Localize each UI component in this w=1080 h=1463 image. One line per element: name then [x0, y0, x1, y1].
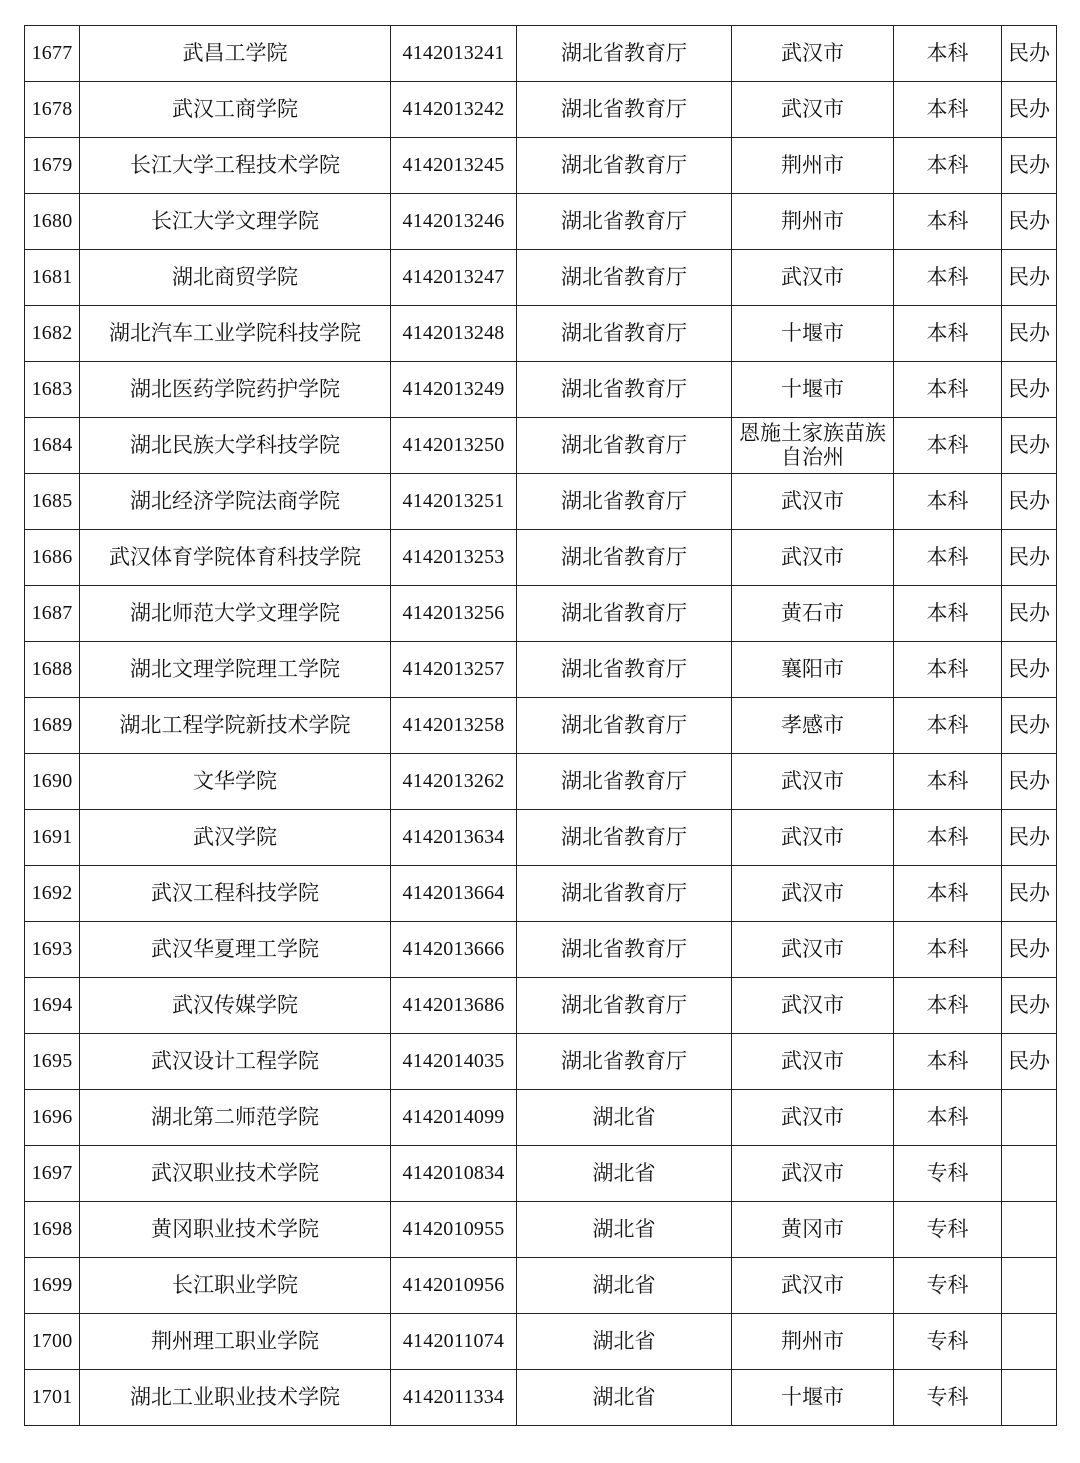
- university-name-cell: 武汉工程科技学院: [80, 866, 391, 922]
- supervising-department-cell: 湖北省: [517, 1146, 732, 1202]
- supervising-department-cell: 湖北省: [517, 1258, 732, 1314]
- city-cell: 十堰市: [732, 1370, 894, 1426]
- ownership-type-cell: 民办: [1002, 26, 1057, 82]
- row-index-cell: 1682: [25, 306, 80, 362]
- education-level-cell: 本科: [894, 362, 1002, 418]
- university-name-cell: 湖北文理学院理工学院: [80, 642, 391, 698]
- row-index-cell: 1679: [25, 138, 80, 194]
- table-row: [25, 474, 1057, 530]
- supervising-department-cell: 湖北省教育厅: [517, 642, 732, 698]
- institution-code-cell: 4142010956: [391, 1258, 517, 1314]
- institution-code-cell: 4142013250: [391, 418, 517, 474]
- table-row: [25, 1146, 1057, 1202]
- institution-code-cell: 4142013257: [391, 642, 517, 698]
- city-cell: 荆州市: [732, 138, 894, 194]
- city-cell: 武汉市: [732, 250, 894, 306]
- supervising-department-cell: 湖北省教育厅: [517, 698, 732, 754]
- supervising-department-cell: 湖北省教育厅: [517, 138, 732, 194]
- city-cell: 武汉市: [732, 474, 894, 530]
- city-cell: 武汉市: [732, 754, 894, 810]
- university-name-cell: 黄冈职业技术学院: [80, 1202, 391, 1258]
- supervising-department-cell: 湖北省教育厅: [517, 810, 732, 866]
- ownership-type-cell: 民办: [1002, 586, 1057, 642]
- education-level-cell: 本科: [894, 754, 1002, 810]
- row-index-cell: 1692: [25, 866, 80, 922]
- city-cell: 武汉市: [732, 810, 894, 866]
- ownership-type-cell: 民办: [1002, 978, 1057, 1034]
- institution-code-cell: 4142014035: [391, 1034, 517, 1090]
- university-name-cell: 武汉体育学院体育科技学院: [80, 530, 391, 586]
- university-name-cell: 湖北商贸学院: [80, 250, 391, 306]
- supervising-department-cell: 湖北省: [517, 1370, 732, 1426]
- supervising-department-cell: 湖北省教育厅: [517, 586, 732, 642]
- city-cell: 武汉市: [732, 82, 894, 138]
- university-name-cell: 武汉工商学院: [80, 82, 391, 138]
- ownership-type-cell: 民办: [1002, 362, 1057, 418]
- education-level-cell: 本科: [894, 1090, 1002, 1146]
- table-row: [25, 810, 1057, 866]
- table-row: [25, 1034, 1057, 1090]
- education-level-cell: 专科: [894, 1202, 1002, 1258]
- city-cell: 十堰市: [732, 306, 894, 362]
- institution-code-cell: 4142010955: [391, 1202, 517, 1258]
- supervising-department-cell: 湖北省教育厅: [517, 194, 732, 250]
- ownership-type-cell: [1002, 1202, 1057, 1258]
- university-name-cell: 长江职业学院: [80, 1258, 391, 1314]
- education-level-cell: 本科: [894, 698, 1002, 754]
- university-name-cell: 湖北汽车工业学院科技学院: [80, 306, 391, 362]
- city-cell: 荆州市: [732, 194, 894, 250]
- table-row: [25, 1314, 1057, 1370]
- university-name-cell: 湖北经济学院法商学院: [80, 474, 391, 530]
- ownership-type-cell: 民办: [1002, 474, 1057, 530]
- education-level-cell: 本科: [894, 194, 1002, 250]
- university-name-cell: 湖北工程学院新技术学院: [80, 698, 391, 754]
- city-cell: 黄石市: [732, 586, 894, 642]
- university-name-cell: 武汉传媒学院: [80, 978, 391, 1034]
- city-cell: 孝感市: [732, 698, 894, 754]
- table-row: [25, 586, 1057, 642]
- table-row: [25, 362, 1057, 418]
- table-row: [25, 922, 1057, 978]
- education-level-cell: 本科: [894, 474, 1002, 530]
- institution-code-cell: 4142013256: [391, 586, 517, 642]
- table-row: [25, 1370, 1057, 1426]
- university-name-cell: 长江大学工程技术学院: [80, 138, 391, 194]
- supervising-department-cell: 湖北省教育厅: [517, 754, 732, 810]
- city-cell: 黄冈市: [732, 1202, 894, 1258]
- ownership-type-cell: [1002, 1258, 1057, 1314]
- education-level-cell: 本科: [894, 530, 1002, 586]
- table-row: [25, 138, 1057, 194]
- institution-code-cell: 4142013666: [391, 922, 517, 978]
- table-row: [25, 530, 1057, 586]
- education-level-cell: 本科: [894, 306, 1002, 362]
- institution-code-cell: 4142010834: [391, 1146, 517, 1202]
- ownership-type-cell: 民办: [1002, 82, 1057, 138]
- table-row: [25, 642, 1057, 698]
- city-cell: 武汉市: [732, 978, 894, 1034]
- city-cell: 武汉市: [732, 1090, 894, 1146]
- row-index-cell: 1701: [25, 1370, 80, 1426]
- education-level-cell: 本科: [894, 922, 1002, 978]
- city-cell: 武汉市: [732, 530, 894, 586]
- institution-code-cell: 4142013251: [391, 474, 517, 530]
- row-index-cell: 1699: [25, 1258, 80, 1314]
- row-index-cell: 1688: [25, 642, 80, 698]
- table-row: [25, 306, 1057, 362]
- table-row: [25, 1202, 1057, 1258]
- institution-code-cell: 4142011074: [391, 1314, 517, 1370]
- institution-code-cell: 4142013241: [391, 26, 517, 82]
- institution-code-cell: 4142013247: [391, 250, 517, 306]
- education-level-cell: 专科: [894, 1370, 1002, 1426]
- education-level-cell: 专科: [894, 1146, 1002, 1202]
- row-index-cell: 1678: [25, 82, 80, 138]
- row-index-cell: 1687: [25, 586, 80, 642]
- university-name-cell: 湖北师范大学文理学院: [80, 586, 391, 642]
- ownership-type-cell: 民办: [1002, 642, 1057, 698]
- ownership-type-cell: 民办: [1002, 810, 1057, 866]
- table-row: [25, 26, 1057, 82]
- education-level-cell: 本科: [894, 418, 1002, 474]
- education-level-cell: 本科: [894, 586, 1002, 642]
- supervising-department-cell: 湖北省教育厅: [517, 922, 732, 978]
- university-name-cell: 武汉学院: [80, 810, 391, 866]
- ownership-type-cell: 民办: [1002, 754, 1057, 810]
- education-level-cell: 本科: [894, 26, 1002, 82]
- education-level-cell: 本科: [894, 1034, 1002, 1090]
- institution-code-cell: 4142013253: [391, 530, 517, 586]
- supervising-department-cell: 湖北省教育厅: [517, 866, 732, 922]
- ownership-type-cell: 民办: [1002, 698, 1057, 754]
- institution-code-cell: 4142013245: [391, 138, 517, 194]
- universities-table: [24, 25, 1057, 1426]
- row-index-cell: 1696: [25, 1090, 80, 1146]
- ownership-type-cell: [1002, 1370, 1057, 1426]
- row-index-cell: 1694: [25, 978, 80, 1034]
- city-cell: 武汉市: [732, 1146, 894, 1202]
- city-cell: 武汉市: [732, 1258, 894, 1314]
- row-index-cell: 1684: [25, 418, 80, 474]
- row-index-cell: 1681: [25, 250, 80, 306]
- supervising-department-cell: 湖北省: [517, 1202, 732, 1258]
- table-row: [25, 866, 1057, 922]
- city-cell: 荆州市: [732, 1314, 894, 1370]
- row-index-cell: 1683: [25, 362, 80, 418]
- education-level-cell: 本科: [894, 82, 1002, 138]
- institution-code-cell: 4142013262: [391, 754, 517, 810]
- city-cell: 恩施土家族苗族自治州: [732, 418, 894, 474]
- education-level-cell: 本科: [894, 250, 1002, 306]
- ownership-type-cell: 民办: [1002, 250, 1057, 306]
- institution-code-cell: 4142014099: [391, 1090, 517, 1146]
- table-row: [25, 1258, 1057, 1314]
- city-cell: 襄阳市: [732, 642, 894, 698]
- row-index-cell: 1697: [25, 1146, 80, 1202]
- ownership-type-cell: 民办: [1002, 530, 1057, 586]
- university-name-cell: 湖北工业职业技术学院: [80, 1370, 391, 1426]
- ownership-type-cell: 民办: [1002, 194, 1057, 250]
- education-level-cell: 专科: [894, 1258, 1002, 1314]
- city-cell: 武汉市: [732, 866, 894, 922]
- ownership-type-cell: 民办: [1002, 866, 1057, 922]
- table-row: [25, 250, 1057, 306]
- ownership-type-cell: 民办: [1002, 138, 1057, 194]
- city-cell: 武汉市: [732, 26, 894, 82]
- row-index-cell: 1677: [25, 26, 80, 82]
- supervising-department-cell: 湖北省: [517, 1314, 732, 1370]
- row-index-cell: 1686: [25, 530, 80, 586]
- education-level-cell: 本科: [894, 978, 1002, 1034]
- supervising-department-cell: 湖北省教育厅: [517, 306, 732, 362]
- table-row: [25, 754, 1057, 810]
- university-name-cell: 长江大学文理学院: [80, 194, 391, 250]
- institution-code-cell: 4142013634: [391, 810, 517, 866]
- ownership-type-cell: [1002, 1146, 1057, 1202]
- education-level-cell: 本科: [894, 138, 1002, 194]
- supervising-department-cell: 湖北省教育厅: [517, 82, 732, 138]
- ownership-type-cell: 民办: [1002, 418, 1057, 474]
- row-index-cell: 1690: [25, 754, 80, 810]
- supervising-department-cell: 湖北省教育厅: [517, 474, 732, 530]
- education-level-cell: 本科: [894, 810, 1002, 866]
- university-name-cell: 武昌工学院: [80, 26, 391, 82]
- table-row: [25, 418, 1057, 474]
- table-row: [25, 978, 1057, 1034]
- row-index-cell: 1693: [25, 922, 80, 978]
- supervising-department-cell: 湖北省教育厅: [517, 362, 732, 418]
- university-name-cell: 文华学院: [80, 754, 391, 810]
- institution-code-cell: 4142011334: [391, 1370, 517, 1426]
- city-cell: 武汉市: [732, 922, 894, 978]
- row-index-cell: 1685: [25, 474, 80, 530]
- supervising-department-cell: 湖北省教育厅: [517, 1034, 732, 1090]
- supervising-department-cell: 湖北省教育厅: [517, 250, 732, 306]
- supervising-department-cell: 湖北省教育厅: [517, 418, 732, 474]
- ownership-type-cell: 民办: [1002, 306, 1057, 362]
- university-name-cell: 武汉设计工程学院: [80, 1034, 391, 1090]
- institution-code-cell: 4142013249: [391, 362, 517, 418]
- ownership-type-cell: 民办: [1002, 1034, 1057, 1090]
- institution-code-cell: 4142013248: [391, 306, 517, 362]
- university-name-cell: 湖北第二师范学院: [80, 1090, 391, 1146]
- university-name-cell: 荆州理工职业学院: [80, 1314, 391, 1370]
- table-row: [25, 698, 1057, 754]
- education-level-cell: 本科: [894, 642, 1002, 698]
- city-cell: 十堰市: [732, 362, 894, 418]
- row-index-cell: 1689: [25, 698, 80, 754]
- city-cell: 武汉市: [732, 1034, 894, 1090]
- table-row: [25, 1090, 1057, 1146]
- university-name-cell: 武汉华夏理工学院: [80, 922, 391, 978]
- supervising-department-cell: 湖北省教育厅: [517, 978, 732, 1034]
- table-row: [25, 194, 1057, 250]
- row-index-cell: 1698: [25, 1202, 80, 1258]
- row-index-cell: 1680: [25, 194, 80, 250]
- ownership-type-cell: [1002, 1314, 1057, 1370]
- education-level-cell: 专科: [894, 1314, 1002, 1370]
- supervising-department-cell: 湖北省教育厅: [517, 530, 732, 586]
- university-name-cell: 湖北医药学院药护学院: [80, 362, 391, 418]
- education-level-cell: 本科: [894, 866, 1002, 922]
- row-index-cell: 1700: [25, 1314, 80, 1370]
- row-index-cell: 1695: [25, 1034, 80, 1090]
- supervising-department-cell: 湖北省: [517, 1090, 732, 1146]
- table-row: [25, 82, 1057, 138]
- university-name-cell: 湖北民族大学科技学院: [80, 418, 391, 474]
- institution-code-cell: 4142013242: [391, 82, 517, 138]
- university-name-cell: 武汉职业技术学院: [80, 1146, 391, 1202]
- institution-code-cell: 4142013664: [391, 866, 517, 922]
- institution-code-cell: 4142013246: [391, 194, 517, 250]
- supervising-department-cell: 湖北省教育厅: [517, 26, 732, 82]
- row-index-cell: 1691: [25, 810, 80, 866]
- institution-code-cell: 4142013258: [391, 698, 517, 754]
- ownership-type-cell: [1002, 1090, 1057, 1146]
- table-body: [25, 26, 1057, 1426]
- ownership-type-cell: 民办: [1002, 922, 1057, 978]
- institution-code-cell: 4142013686: [391, 978, 517, 1034]
